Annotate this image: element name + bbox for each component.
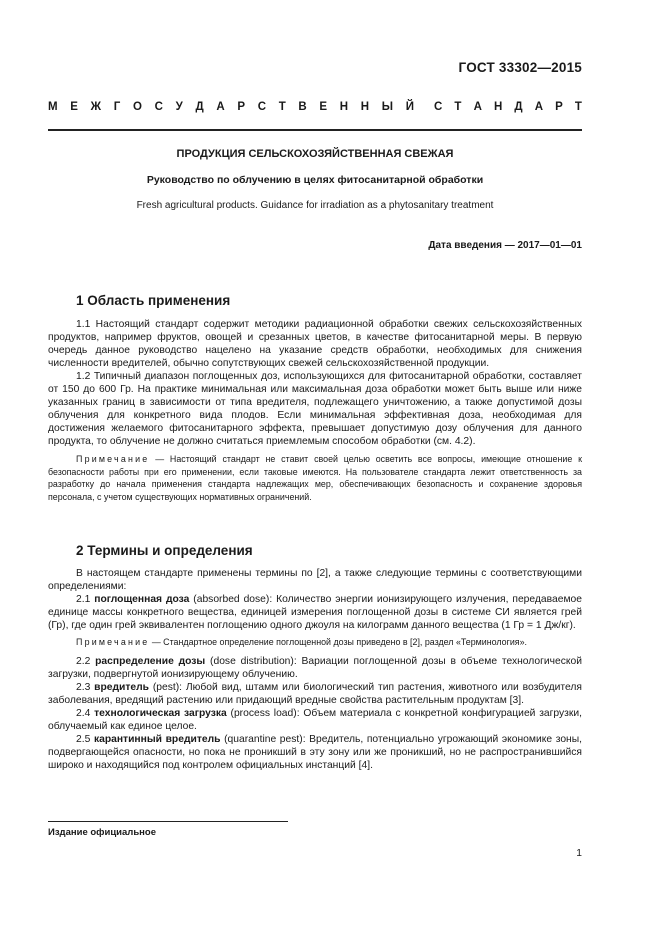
section-2-note [48, 636, 582, 649]
document-subtitle: Руководство по облучению в целях фитосанитарной обработки [146, 174, 484, 186]
term-definition: (pest): Любой вид, штамм или биологический тип растения, животного или возбудителя заболевания, вредящий растению или придающий вредные свойства растительным продуктам [3]. [48, 681, 582, 706]
page-number: 1 [576, 848, 582, 859]
paragraph-1-1: 1.1 Настоящий стандарт содержит методики радиационной обработки свежих сельскохозяйственных продуктов, например фруктов, овощей и срезанных цветов, в качестве фитосанитарной меры. В первую очередь данное руководство нацелено на указание средств обработки, необходимых для снижения численности вредителей, обычно сопутствующих свежей сельскохозяйственной продукции. [48, 319, 582, 369]
letter: Т [278, 101, 286, 113]
term-2-2 [48, 655, 582, 681]
edition-label: Издание официальное [48, 827, 156, 838]
letter: Ы [381, 101, 394, 113]
letter: Р [555, 101, 563, 113]
term-definition: (absorbed dose): Количество энергии ионизирующего излучения, передаваемое единице массы конкретного вещества, единицей измерения поглощенной дозы в системе СИ является грей (Гр), где один грей эквивалентен поглощению одного джоуля на килограмм данного вещества (1 Гр = 1 Дж/кг). [48, 594, 582, 631]
term-definition: (quarantine pest): Вредитель, потенциально угрожающий экономике зоны, подвергающейся опасности, но пока не проникший в эту зону или же проникший, но не распространившийся широко и находящийся под контролем официальных инстанций [4]. [48, 733, 582, 771]
letter: Н [339, 101, 349, 113]
letter: Т [454, 101, 462, 113]
note-label: Примечание [76, 454, 150, 464]
standard-type [48, 101, 582, 113]
term-number: 2.2 [76, 655, 96, 667]
document-title: ПРОДУКЦИЯ СЕЛЬСКОХОЗЯЙСТВЕННАЯ СВЕЖАЯ [176, 148, 454, 160]
term-number: 2.5 [76, 733, 94, 745]
document-title-english: Fresh agricultural products. Guidance for irradiation as a phytosanitary treatment [136, 200, 494, 211]
letter: Й [405, 101, 414, 113]
letter: А [473, 101, 482, 113]
term-number: 2.4 [76, 707, 95, 719]
letter: Н [360, 101, 370, 113]
term-number: 2.1 [76, 594, 95, 605]
term-name: вредитель [94, 681, 150, 693]
letter: С [434, 101, 443, 113]
letter: М [48, 101, 58, 113]
term-definition: (dose distribution): Вариации поглощенной дозы в объеме технологической загрузки, подвергнутой ионизирующему облучению. [48, 655, 582, 680]
term-name: поглощенная доза [94, 594, 190, 605]
note-label: Примечание [76, 637, 150, 647]
term-name: карантинный вредитель [93, 733, 221, 745]
letter: Ж [90, 101, 102, 113]
standard-type-word-1 [48, 101, 414, 113]
footer-rule [48, 821, 288, 822]
term-2-4 [48, 707, 582, 733]
term-definition: (process load): Объем материала с конкретной конфигурацией загрузки, облучаемый как единое целое. [48, 707, 582, 732]
paragraph-1-2: 1.2 Типичный диапазон поглощенных доз, использующихся для фитосанитарной обработки, составляет от 150 до 600 Гр. На практике минимальная или максимальная доза обработки может быть выше или ниже указанных границ в зависимости от типа вредителя, подлежащего уничтожению, а также допустимой дозы облучения для конкретного вида плодов. Если минимальная эффективная доза, необходимая для достижения желаемого фитосанитарного эффекта, превышает допустимую дозу облучения для данного продукта, то облучение не должно считаться приемлемым способом обработки (см. 4.2). [48, 371, 582, 447]
letter: С [257, 101, 266, 113]
term-name: технологическая загрузка [94, 707, 227, 719]
standard-type-word-2 [434, 101, 582, 113]
letter: Е [70, 101, 78, 113]
section-1 [48, 294, 582, 503]
section-2 [48, 544, 582, 772]
standard-number: ГОСТ 33302—2015 [458, 60, 582, 75]
letter: У [175, 101, 183, 113]
note-text: — Стандартное определение поглощенной дозы приведено в [2], раздел «Терминология». [149, 637, 527, 647]
letter: Д [195, 101, 204, 113]
section-2-intro: В настоящем стандарте применены термины по [2], а также следующие термины с соответствующими определениями: [48, 568, 582, 592]
term-name: распределение дозы [95, 655, 206, 667]
section-1-heading: 1 Область применения [76, 293, 231, 308]
letter: Н [493, 101, 503, 113]
letter: Д [514, 101, 523, 113]
section-1-note [48, 453, 582, 503]
term-2-1 [48, 593, 582, 632]
letter: А [216, 101, 225, 113]
letter: Т [574, 101, 582, 113]
letter: Г [113, 101, 121, 113]
header-rule [48, 129, 582, 131]
letter: В [298, 101, 307, 113]
letter: О [132, 101, 142, 113]
introduction-date: Дата введения — 2017—01—01 [428, 240, 582, 251]
section-2-heading: 2 Термины и определения [76, 543, 253, 558]
term-number: 2.3 [76, 681, 95, 693]
letter: С [154, 101, 163, 113]
note-text: — Настоящий стандарт не ставит своей целью осветить все вопросы, имеющие отношение к безопасности работы при его применении, если таковые имеются. На пользователе стандарта лежит ответственность за разработку до начала применения стандарта надлежащих мер, обеспечивающих безопасность и сохранение здоровья персонала, с учетом существующих нормативных ограничений. [48, 454, 582, 502]
letter: Р [237, 101, 245, 113]
term-2-5 [48, 733, 582, 772]
letter: А [534, 101, 544, 113]
letter: Е [319, 101, 328, 113]
term-2-3 [48, 681, 582, 707]
